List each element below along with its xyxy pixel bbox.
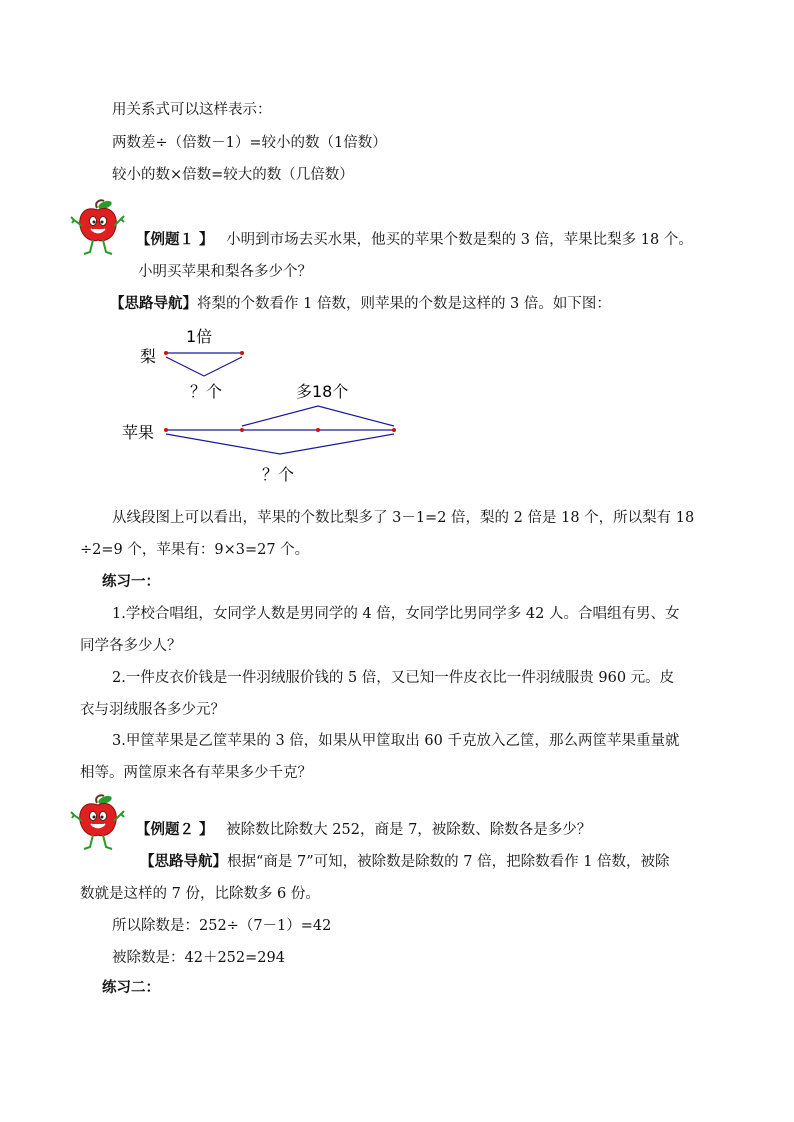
guide-label: 【思路导航】 xyxy=(110,295,197,312)
example2-calc-2: 被除数是：42＋252=294 xyxy=(112,950,285,966)
example1-line-1 xyxy=(136,230,693,250)
practice1-q1-line1: 1.学校合唱组，女同学人数是男同学的 4 倍，女同学比男同学多 42 人。合唱组有男、女 xyxy=(112,606,680,622)
more-brace xyxy=(242,406,394,426)
pear-question-label: ？个 xyxy=(190,382,223,401)
example2-calc-1: 所以除数是：252÷（7－1）=42 xyxy=(112,918,332,934)
pear-label: 梨 xyxy=(140,347,157,366)
apple-dot-3 xyxy=(392,428,396,432)
apple-brace xyxy=(166,434,394,454)
intro-line-1: 用关系式可以这样表示： xyxy=(112,102,272,118)
practice2-title: 练习二： xyxy=(102,979,160,996)
example2-line xyxy=(136,820,591,840)
practice1-q1-line2: 同学各多少人？ xyxy=(80,638,182,654)
one-times-label: 1倍 xyxy=(186,327,213,346)
pear-brace xyxy=(166,357,242,376)
practice1-title: 练习一： xyxy=(102,573,160,590)
practice1-q3-line2: 相等。两筐原来各有苹果多少千克？ xyxy=(80,765,312,781)
apple-dot-1 xyxy=(240,428,244,432)
practice1-q2-line1: 2.一件皮衣价钱是一件羽绒服价钱的 5 倍，又已知一件皮衣比一件羽绒服贵 960 元。皮 xyxy=(112,670,675,686)
example1-line-2: 小明买苹果和梨各多少个？ xyxy=(138,264,312,280)
more-label: 多18个 xyxy=(296,382,349,401)
pear-dot-start xyxy=(164,351,168,355)
pear-dot-end xyxy=(240,351,244,355)
practice1-q2-line2: 衣与羽绒服各多少元？ xyxy=(80,702,225,718)
apple-dot-2 xyxy=(316,428,320,432)
solution-line-1: 从线段图上可以看出，苹果的个数比梨多了 3－1=2 倍，梨的 2 倍是 18 个，所以梨有 18 xyxy=(112,510,695,526)
example2-guide-line1 xyxy=(140,852,670,872)
apple-dot-0 xyxy=(164,428,168,432)
apple-mascot-icon xyxy=(70,198,126,260)
example2-text: 被除数比除数大 252，商是 7，被除数、除数各是多少？ xyxy=(226,822,592,838)
example2-label: 【例题２ 】 xyxy=(136,821,214,838)
apple-mascot-icon xyxy=(70,793,126,855)
segment-diagram xyxy=(118,318,418,490)
intro-line-3: 较小的数×倍数=较大的数（几倍数） xyxy=(112,167,354,183)
practice1-q3-line1: 3.甲筐苹果是乙筐苹果的 3 倍，如果从甲筐取出 60 千克放入乙筐，那么两筐苹果重量就 xyxy=(112,733,680,749)
guide-text: 将梨的个数看作 1 倍数，则苹果的个数是这样的 3 倍。如下图： xyxy=(197,296,611,312)
example2-guide-label: 【思路导航】 xyxy=(140,853,227,870)
apple-question-label: ？个 xyxy=(262,465,295,484)
example2-guide-text: 根据“商是 7”可知，被除数是除数的 7 倍，把除数看作 1 倍数，被除 xyxy=(227,854,670,870)
example1-text: 小明到市场去买水果，他买的苹果个数是梨的 3 倍，苹果比梨多 18 个。 xyxy=(226,232,693,248)
solution-line-2: ÷2=9 个，苹果有：9×3=27 个。 xyxy=(80,542,310,558)
intro-line-2: 两数差÷（倍数－1）=较小的数（1倍数） xyxy=(112,135,387,151)
apple-label: 苹果 xyxy=(122,423,155,442)
example1-label: 【例题１ 】 xyxy=(136,231,214,248)
example1-guide xyxy=(110,294,611,314)
example2-guide-line2: 数就是这样的 7 份，比除数多 6 份。 xyxy=(80,886,320,902)
